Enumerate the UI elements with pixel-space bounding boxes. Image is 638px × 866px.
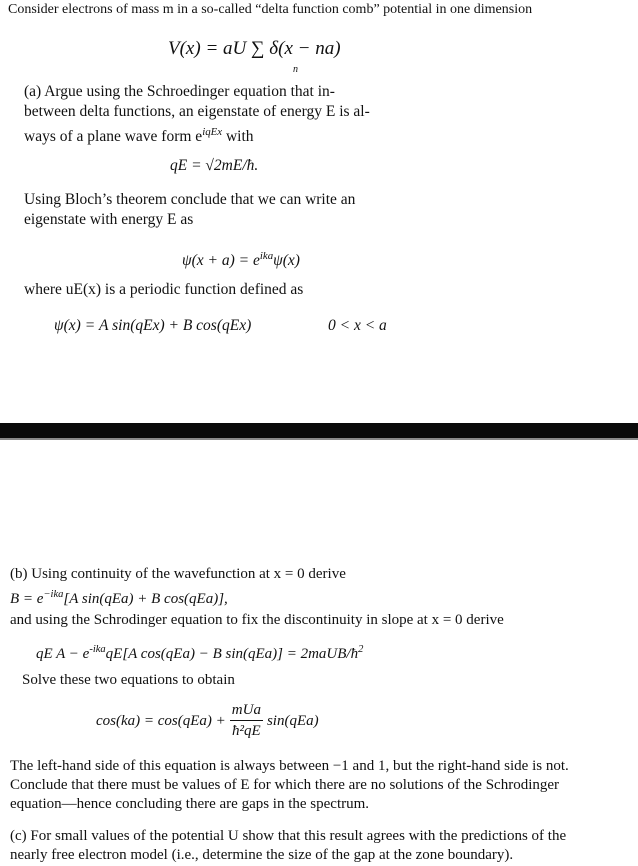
part-a-line1: (a) Argue using the Schroedinger equation that in- xyxy=(24,83,335,100)
page-divider-edge xyxy=(0,438,638,440)
equation-potential: V(x) = aU ∑ δ(x − na) xyxy=(168,38,341,59)
part-b-line2: and using the Schrodinger equation to fix the discontinuity in slope at x = 0 derive xyxy=(10,612,504,628)
sum-index: n xyxy=(293,64,298,75)
equation-range: 0 < x < a xyxy=(328,317,387,334)
part-b-line1: (b) Using continuity of the wavefunction at x = 0 derive xyxy=(10,566,346,582)
part-c-line2: nearly free electron model (i.e., determine the size of the gap at the zone boundary). xyxy=(10,847,514,863)
solve-line: Solve these two equations to obtain xyxy=(22,672,235,688)
part-a-line2: between delta functions, an eigenstate of energy E is al- xyxy=(24,103,370,120)
para-line2: Conclude that there must be values of E for which there are no solutions of the Schrodinger xyxy=(10,777,560,793)
equation-slope: qE $A - e^{-ika}qE[A$ cos(qEa) − B $\sin(qEa)] = 2maUB/ħ^2$ xyxy=(36,644,364,662)
part-a-line3: ways of a plane wave form $e^{iqEx}$ with xyxy=(24,126,254,146)
para-line1: The left-hand side of this equation is always between −1 and 1, but the right-hand side is not. xyxy=(10,758,569,774)
para-line3: equation—hence concluding there are gaps in the spectrum. xyxy=(10,796,370,812)
equation-psi: ψ(x) = A sin(qEx) + B cos(qEx) xyxy=(54,317,252,334)
equation-q: qE = √2mE/ħ. xyxy=(170,157,259,174)
equation-final: cos(ka) = cos(qEa) + $\frac{\text{mUa}}{\text{ħ²qE}}$ sin(qEa) xyxy=(96,702,319,739)
bloch-line2: eigenstate with energy E as xyxy=(24,211,194,228)
where-line: where uE(x) is a periodic function defined as xyxy=(24,281,304,298)
fraction: $\frac{\text{mUa}}{\text{ħ²qE}}$ xyxy=(231,702,261,739)
equation-bloch: $\psi(x + a) = e^{ika}\psi(x)$ xyxy=(182,250,300,270)
bloch-line1: Using Bloch’s theorem conclude that we can write an xyxy=(24,191,356,208)
intro-text: Consider electrons of mass m in a so-called “delta function comb” potential in one dimension xyxy=(8,2,533,17)
part-c-line1: (c) For small values of the potential U show that this result agrees with the predictions of the xyxy=(10,828,567,844)
equation-B: $B = e^{-ika}[A$ sin(qEa) + B cos(qEa)], xyxy=(10,589,228,607)
